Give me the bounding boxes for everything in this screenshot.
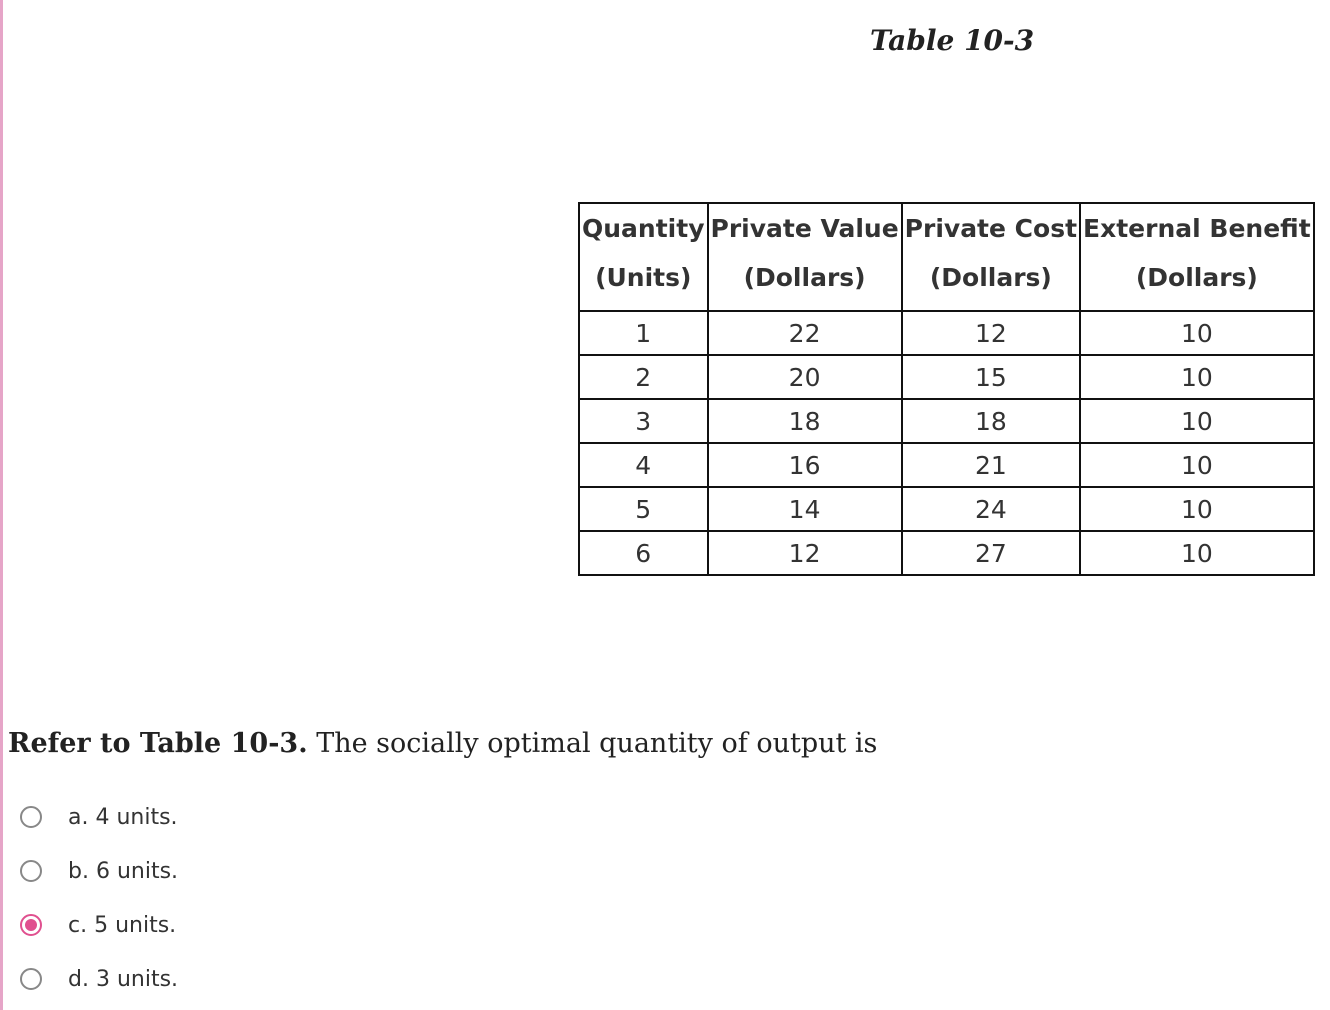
table-caption: Table 10-3 xyxy=(870,24,1035,57)
table-cell: 21 xyxy=(902,443,1080,487)
table-cell: 18 xyxy=(708,399,902,443)
table-row xyxy=(579,399,1314,443)
table-row xyxy=(579,311,1314,355)
answer-option-d[interactable] xyxy=(20,952,178,1006)
header-line2: (Dollars) xyxy=(1135,263,1258,292)
table-row xyxy=(579,531,1314,575)
table-cell: 10 xyxy=(1080,487,1314,531)
table-cell: 5 xyxy=(579,487,708,531)
table-row xyxy=(579,487,1314,531)
table-cell: 18 xyxy=(902,399,1080,443)
question-prompt: The socially optimal quantity of output is xyxy=(307,728,878,759)
table-cell: 15 xyxy=(902,355,1080,399)
answer-option-label[interactable]: a. 4 units. xyxy=(68,804,178,830)
table-cell: 12 xyxy=(902,311,1080,355)
answer-option-c[interactable] xyxy=(20,898,178,952)
left-accent-rule xyxy=(0,0,3,1010)
question-text xyxy=(8,728,877,759)
table-cell: 10 xyxy=(1080,531,1314,575)
table-cell: 10 xyxy=(1080,443,1314,487)
header-private-value xyxy=(708,203,902,311)
table-cell: 2 xyxy=(579,355,708,399)
table-row xyxy=(579,355,1314,399)
header-line1: Private Value xyxy=(710,214,899,243)
header-quantity xyxy=(579,203,708,311)
header-private-cost xyxy=(902,203,1080,311)
header-line2: (Dollars) xyxy=(743,263,866,292)
header-line1: External Benefit xyxy=(1083,214,1311,243)
table-header-row xyxy=(579,203,1314,311)
answer-options xyxy=(20,790,178,1006)
answer-option-b[interactable] xyxy=(20,844,178,898)
table-cell: 10 xyxy=(1080,355,1314,399)
table-cell: 4 xyxy=(579,443,708,487)
header-line2: (Units) xyxy=(595,263,692,292)
answer-option-label[interactable]: c. 5 units. xyxy=(68,912,177,938)
table-cell: 20 xyxy=(708,355,902,399)
header-line1: Quantity xyxy=(582,214,705,243)
question-reference: Refer to Table 10-3. xyxy=(8,728,308,759)
table-cell: 12 xyxy=(708,531,902,575)
table-cell: 24 xyxy=(902,487,1080,531)
table-cell: 16 xyxy=(708,443,902,487)
data-table xyxy=(578,202,1315,576)
radio-button[interactable] xyxy=(20,860,42,882)
header-line1: Private Cost xyxy=(904,214,1078,243)
table-row xyxy=(579,443,1314,487)
table-cell: 14 xyxy=(708,487,902,531)
answer-option-label[interactable]: b. 6 units. xyxy=(68,858,179,884)
table-cell: 10 xyxy=(1080,311,1314,355)
table-cell: 3 xyxy=(579,399,708,443)
table-cell: 22 xyxy=(708,311,902,355)
answer-option-a[interactable] xyxy=(20,790,178,844)
radio-button[interactable] xyxy=(20,806,42,828)
table-cell: 6 xyxy=(579,531,708,575)
header-line2: (Dollars) xyxy=(929,263,1052,292)
header-external-benefit xyxy=(1080,203,1314,311)
answer-option-label[interactable]: d. 3 units. xyxy=(68,966,179,992)
radio-button[interactable] xyxy=(20,968,42,990)
table-cell: 27 xyxy=(902,531,1080,575)
table-cell: 1 xyxy=(579,311,708,355)
radio-button[interactable] xyxy=(20,914,42,936)
table-cell: 10 xyxy=(1080,399,1314,443)
